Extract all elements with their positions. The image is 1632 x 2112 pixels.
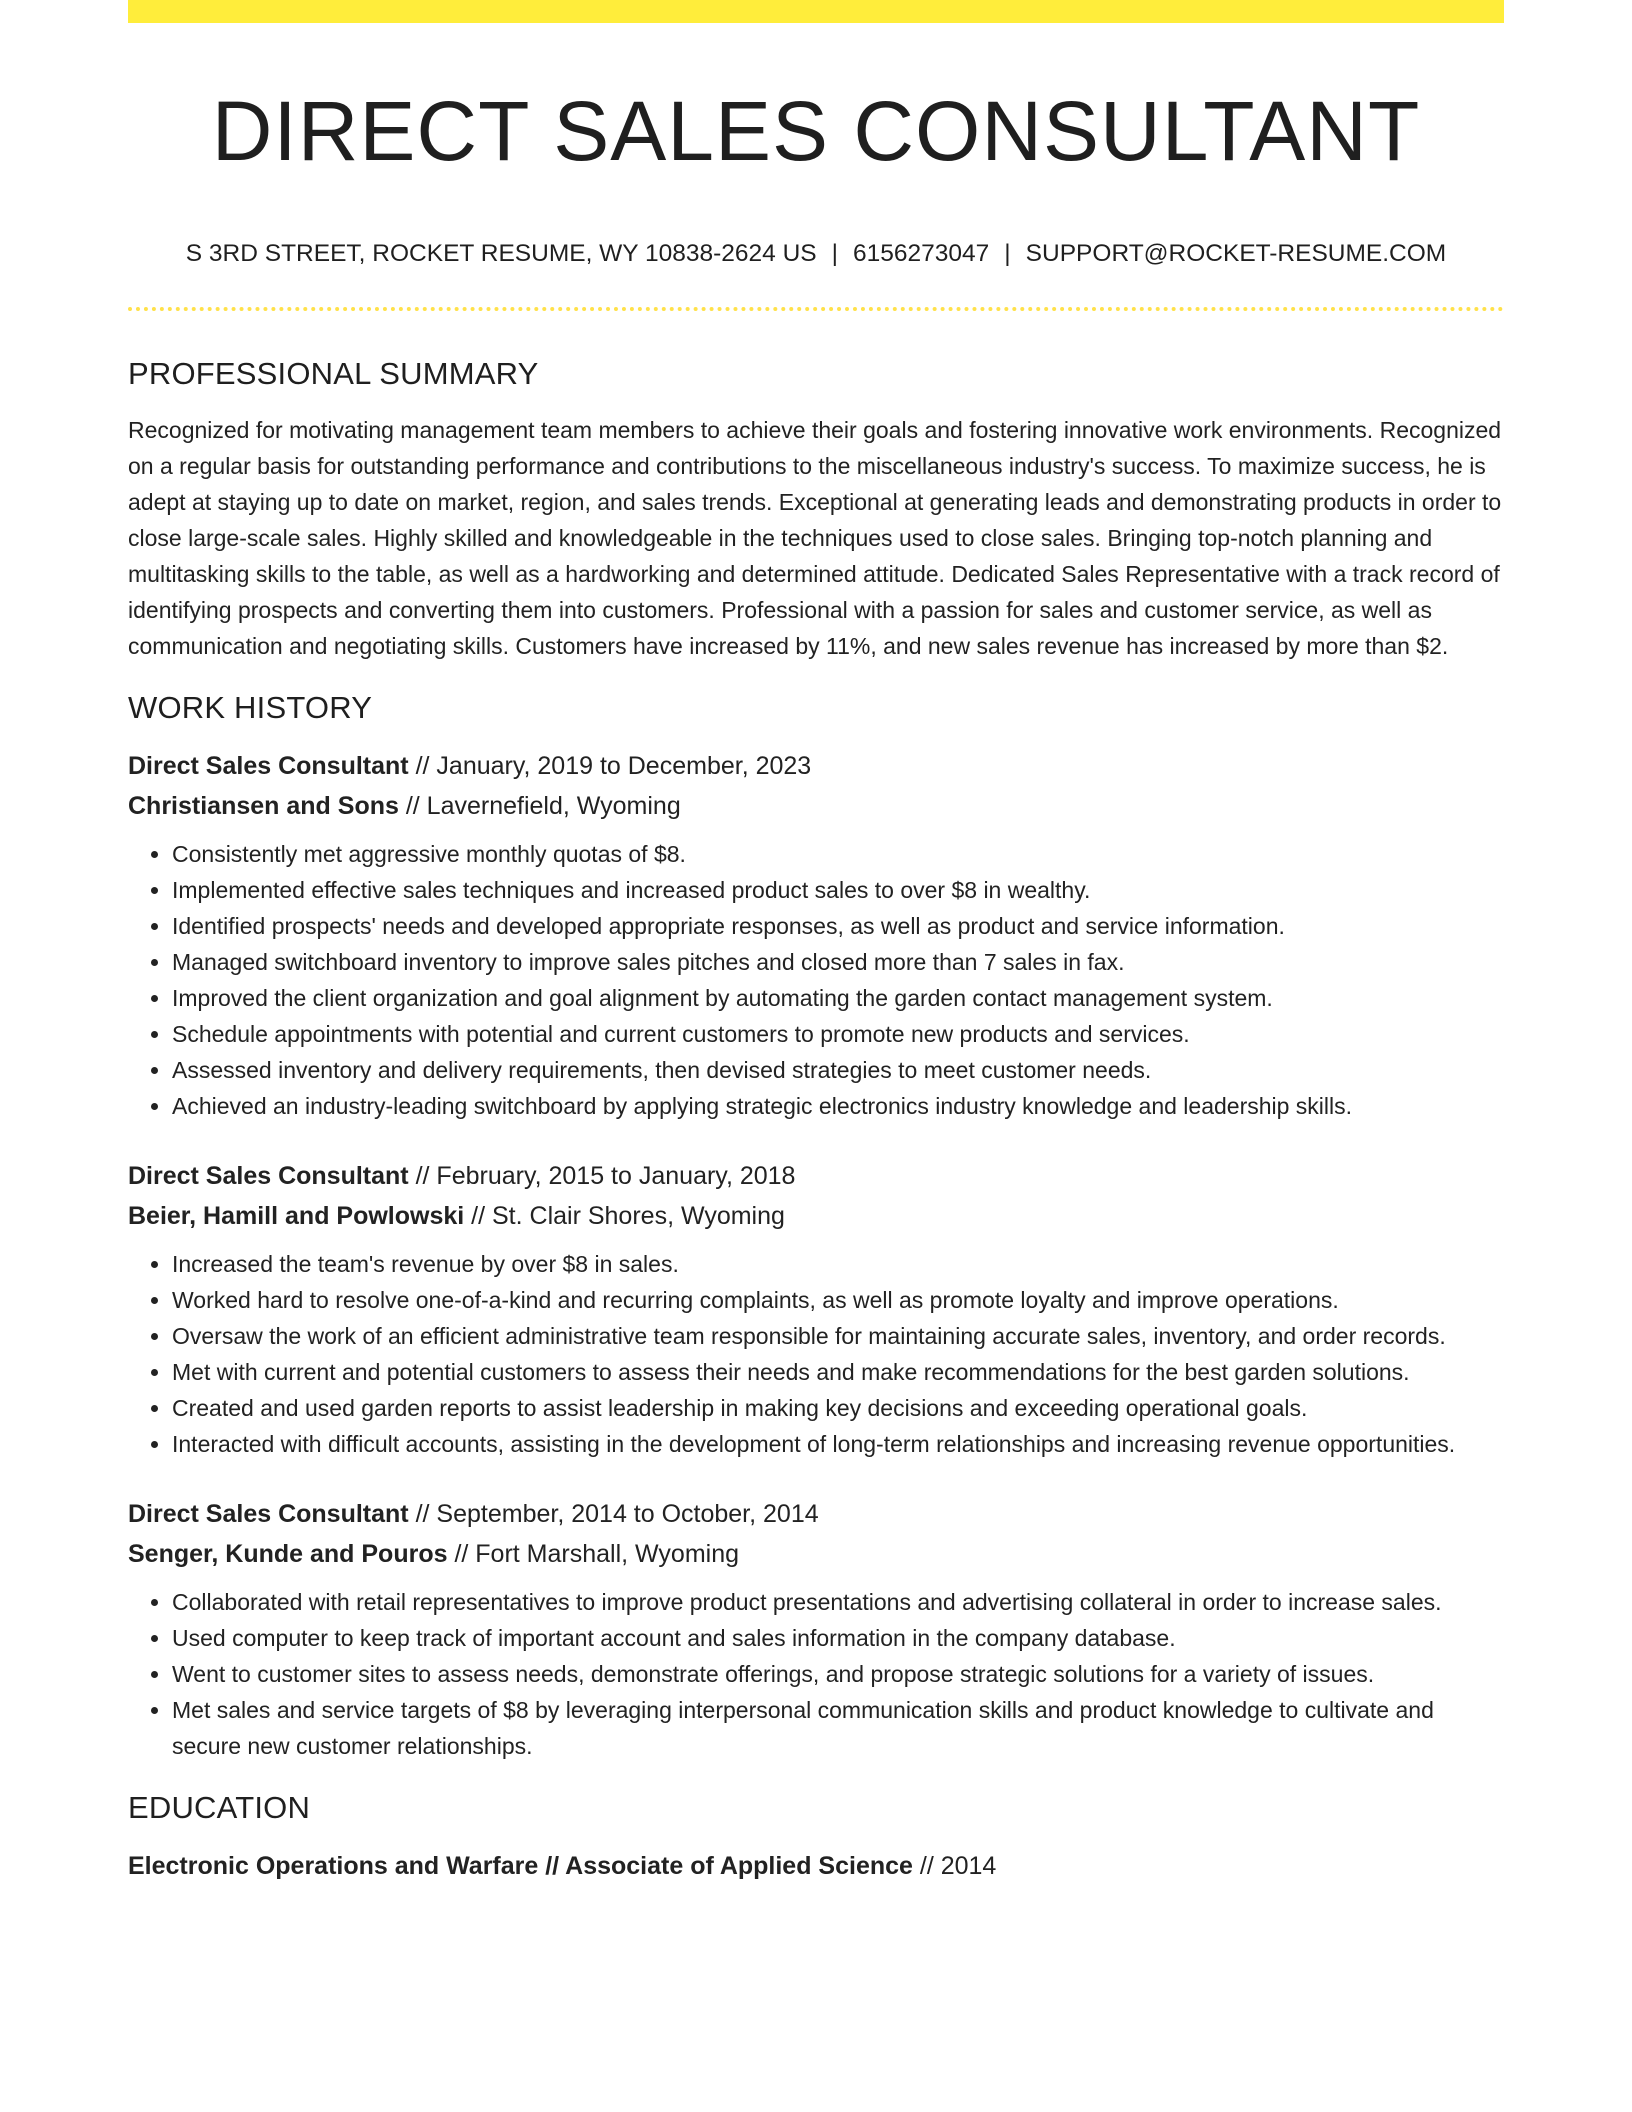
accent-bar <box>128 0 1504 23</box>
education-degree: Electronic Operations and Warfare // Associate of Applied Science <box>128 1852 913 1880</box>
list-item: • Went to customer sites to assess needs, demonstrate offerings, and propose strategic solutions for a variety of issues. <box>172 1656 1504 1692</box>
resume-content <box>128 352 1504 1886</box>
education-year: // 2014 <box>912 1852 997 1880</box>
job-bullets <box>128 836 1504 1124</box>
list-item: • Oversaw the work of an efficient administrative team responsible for maintaining accurate sales, inventory, and order records. <box>172 1318 1504 1354</box>
list-item: • Schedule appointments with potential and current customers to promote new products and services. <box>172 1016 1504 1052</box>
job-company: Beier, Hamill and Powlowski <box>128 1202 465 1230</box>
education-entry <box>128 1846 1504 1886</box>
job-entry <box>128 746 1504 1124</box>
list-item: • Assessed inventory and delivery requirements, then devised strategies to meet customer needs. <box>172 1052 1504 1088</box>
work-history-heading: WORK HISTORY <box>128 690 373 725</box>
list-item: • Interacted with difficult accounts, assisting in the development of long-term relationships and increasing revenue opportunities. <box>172 1426 1504 1462</box>
job-title: Direct Sales Consultant <box>128 1162 409 1190</box>
summary-text: Recognized for motivating management team members to achieve their goals and fostering innovative work environments. Recognized on a regular basis for outstanding performance and contributions to the miscellaneous industry's success. To maximize success, he is adept at staying up to date on market, region, and sales trends. Exceptional at generating leads and demonstrating products in order to close large-scale sales. Highly skilled and knowledgeable in the techniques used to close sales. Bringing top-notch planning and multitasking skills to the table, as well as a hardworking and determined attitude. Dedicated Sales Representative with a track record of identifying prospects and converting them into customers. Professional with a passion for sales and customer service, as well as communication and negotiating skills. Customers have increased by 11%, and new sales revenue has increased by more than $2. <box>128 417 1502 659</box>
job-location: // Lavernefield, Wyoming <box>398 792 681 820</box>
summary-heading: PROFESSIONAL SUMMARY <box>128 356 539 391</box>
job-dates: // January, 2019 to December, 2023 <box>408 752 812 780</box>
contact-separator: | <box>831 240 839 267</box>
education-heading: EDUCATION <box>128 1790 311 1825</box>
job-company-line <box>128 1534 1504 1574</box>
contact-phone: 6156273047 <box>853 240 990 267</box>
list-item: • Used computer to keep track of important account and sales information in the company database. <box>172 1620 1504 1656</box>
contact-separator: | <box>1004 240 1011 267</box>
contact-address: S 3RD STREET, ROCKET RESUME, WY 10838-2624 US <box>185 240 817 267</box>
list-item: • Identified prospects' needs and developed appropriate responses, as well as product and service information. <box>172 908 1504 944</box>
job-title-line <box>128 1156 1504 1196</box>
job-dates: // September, 2014 to October, 2014 <box>408 1500 819 1528</box>
job-title-line <box>128 1494 1504 1534</box>
job-company-line <box>128 786 1504 826</box>
list-item: • Improved the client organization and goal alignment by automating the garden contact management system. <box>172 980 1504 1016</box>
job-dates: // February, 2015 to January, 2018 <box>408 1162 796 1190</box>
list-item: • Increased the team's revenue by over $8 in sales. <box>172 1246 1504 1282</box>
contact-email: SUPPORT@ROCKET-RESUME.COM <box>1025 240 1447 267</box>
job-title-line <box>128 746 1504 786</box>
job-bullets <box>128 1584 1504 1764</box>
job-company: Christiansen and Sons <box>128 792 399 820</box>
list-item: • Collaborated with retail representatives to improve product presentations and advertising collateral in order to increase sales. <box>172 1584 1504 1620</box>
job-location: // St. Clair Shores, Wyoming <box>464 1202 785 1230</box>
job-company-line <box>128 1196 1504 1236</box>
work-history-section <box>128 686 1504 1764</box>
list-item: • Worked hard to resolve one-of-a-kind and recurring complaints, as well as promote loyalty and improve operations. <box>172 1282 1504 1318</box>
job-entry <box>128 1494 1504 1764</box>
job-bullets <box>128 1246 1504 1462</box>
resume-title: DIRECT SALES CONSULTANT <box>211 84 1421 178</box>
job-location: // Fort Marshall, Wyoming <box>447 1540 740 1568</box>
job-entry <box>128 1156 1504 1462</box>
list-item: • Met with current and potential customers to assess their needs and make recommendations for the best garden solutions. <box>172 1354 1504 1390</box>
education-section <box>128 1786 1504 1886</box>
list-item: • Created and used garden reports to assist leadership in making key decisions and exceeding operational goals. <box>172 1390 1504 1426</box>
list-item: • Implemented effective sales techniques and increased product sales to over $8 in wealthy. <box>172 872 1504 908</box>
list-item: • Achieved an industry-leading switchboard by applying strategic electronics industry knowledge and leadership skills. <box>172 1088 1504 1124</box>
job-title: Direct Sales Consultant <box>128 752 409 780</box>
job-title: Direct Sales Consultant <box>128 1500 409 1528</box>
contact-line <box>128 236 1504 272</box>
list-item: • Consistently met aggressive monthly quotas of $8. <box>172 836 1504 872</box>
list-item: • Managed switchboard inventory to improve sales pitches and closed more than 7 sales in fax. <box>172 944 1504 980</box>
job-company: Senger, Kunde and Pouros <box>128 1540 448 1568</box>
summary-section <box>128 352 1504 664</box>
header-divider <box>128 307 1504 311</box>
list-item: • Met sales and service targets of $8 by leveraging interpersonal communication skills and product knowledge to cultivate and secure new customer relationships. <box>172 1692 1504 1764</box>
